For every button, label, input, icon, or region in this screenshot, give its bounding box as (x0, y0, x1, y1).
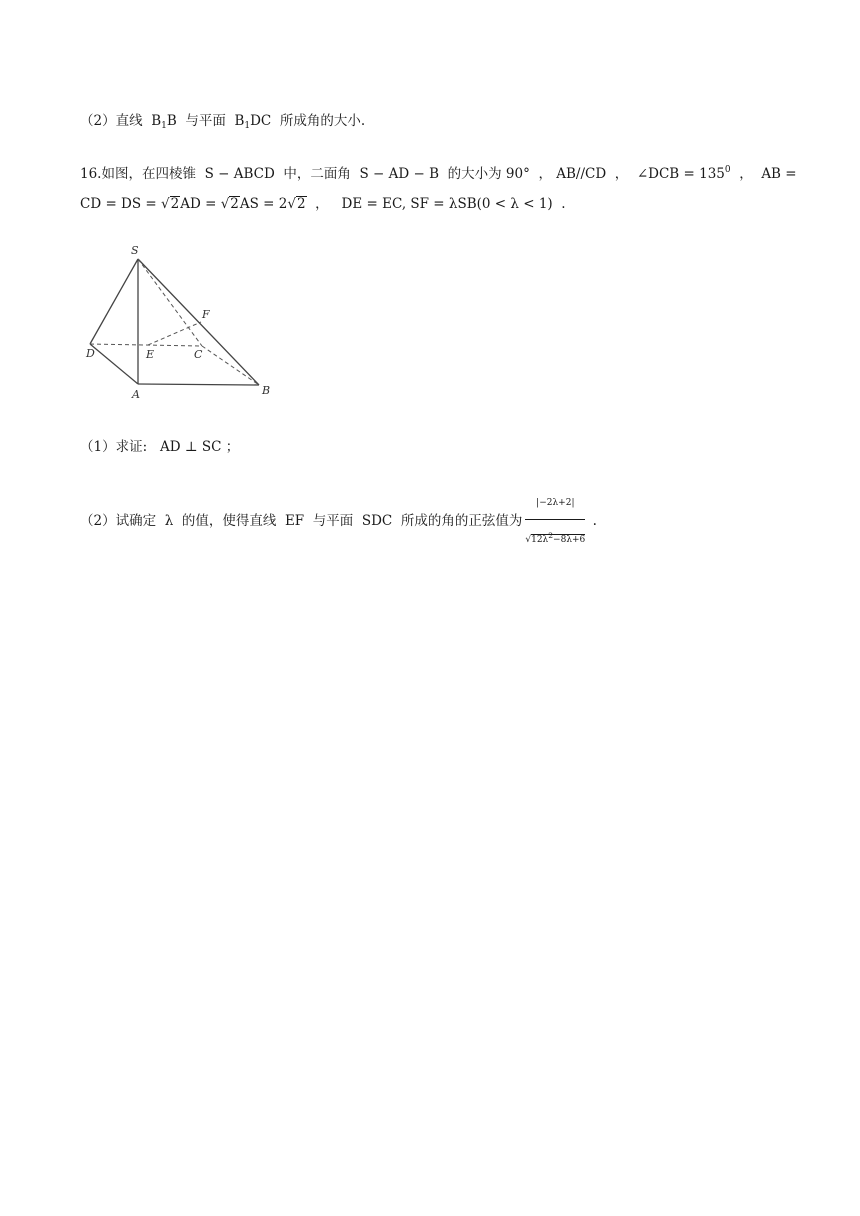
part2-text1: 的值，使得直线 (181, 513, 277, 529)
degree-sup: 0 (724, 165, 731, 175)
plane-b1dc-end: DC (250, 113, 272, 129)
sep: ， (538, 166, 552, 182)
parallel-condition: AB//CD (556, 166, 607, 182)
line-b1b-sub: 1 (161, 121, 167, 131)
q15-part2-prefix: （2）直线 (80, 113, 143, 129)
label-f: F (202, 308, 210, 321)
label-c: C (194, 348, 203, 361)
fraction-numerator: |−2λ+2| (525, 488, 585, 520)
plane-b1dc: B (234, 113, 245, 129)
sqrt-radicand: 2 (296, 196, 306, 212)
sine-fraction (525, 488, 585, 555)
angle-condition: ∠DCB = 135 (636, 166, 725, 182)
question-number: 16. (80, 166, 102, 182)
den-part-a: 12λ (531, 535, 549, 545)
sqrt-symbol: √2 (287, 196, 306, 212)
q16-mid1: 中，二面角 (283, 166, 351, 182)
length-eq-c: AD = (180, 196, 221, 212)
plane-b1dc-sub: 1 (244, 121, 251, 131)
denominator-radicand (531, 531, 586, 545)
length-eq-a: CD = DS = (80, 196, 162, 212)
plane-sdc: SDC (361, 513, 393, 529)
q15-part2-mid: 与平面 (185, 113, 226, 129)
line-b1b-end: B (166, 113, 177, 129)
q16-mid2: 的大小为 90° (447, 166, 530, 182)
part2-label: （2）试确定 (80, 513, 157, 529)
length-eq-e: AS = 2 (239, 196, 288, 212)
q15-part2 (80, 111, 365, 136)
dihedral-angle: S − AD − B (359, 166, 440, 182)
label-s: S (131, 244, 139, 257)
part1-statement: AD ⊥ SC (160, 439, 222, 455)
den-part-b: −8λ+6 (553, 535, 586, 545)
label-d: D (86, 347, 95, 360)
q16-line2 (80, 194, 566, 214)
part1-label: （1）求证: (80, 439, 148, 455)
point-conditions: DE = EC, SF = λSB(0 < λ < 1) (341, 196, 553, 212)
sqrt-symbol: √2 (161, 196, 180, 212)
part2-text2: 与平面 (312, 513, 354, 529)
q16-line1 (80, 160, 797, 184)
q16-intro: 如图，在四棱锥 (101, 166, 196, 182)
label-e: E (146, 348, 155, 361)
q15-part2-suffix: 所成角的大小. (279, 113, 366, 129)
sep: ， (614, 166, 629, 182)
pyramid-figure (82, 238, 282, 403)
lambda: λ (164, 513, 174, 529)
end-period: . (561, 196, 566, 212)
den-sup: 2 (548, 531, 554, 540)
sqrt-radicand: 2 (170, 196, 180, 212)
part2-end: . (592, 513, 597, 529)
ab-equals: AB = (761, 166, 797, 182)
sqrt-radicand: 2 (230, 196, 239, 212)
label-a: A (132, 388, 140, 401)
fraction-denominator: $√12\lambda^2-8\lambda+6$ (525, 531, 586, 545)
part1 (80, 437, 239, 457)
line-ef: EF (284, 513, 305, 529)
part1-end: ； (225, 439, 240, 455)
sqrt-symbol: √2 (220, 196, 239, 212)
sep: ， (739, 166, 753, 182)
label-b: B (262, 384, 271, 397)
sep: ， (315, 196, 329, 212)
line-b1b: B (151, 113, 162, 129)
part2-text3: 所成的角的正弦值为 (400, 513, 523, 529)
pyramid-name: S − ABCD (204, 166, 275, 182)
part2 (80, 488, 597, 555)
